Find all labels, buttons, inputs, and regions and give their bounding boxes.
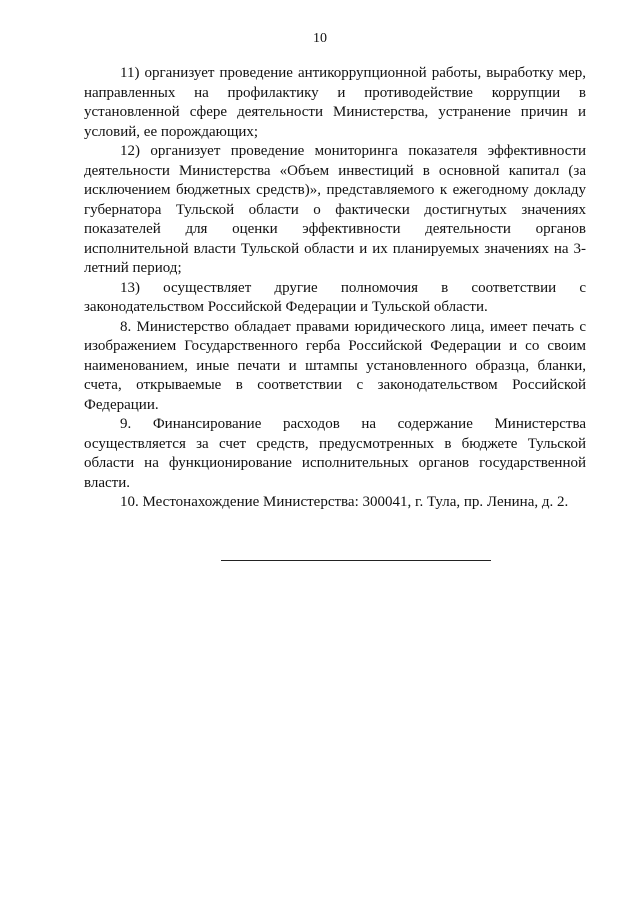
end-divider-line xyxy=(221,560,491,561)
document-body xyxy=(84,64,586,513)
page-number: 10 xyxy=(313,31,327,46)
paragraph-section-9: 9. Финансирование расходов на содержание Министерства осуществляется за счет средств, предусмотренных в бюджете Тульской области на функционирование исполнительных органов государственной власти. xyxy=(84,416,586,491)
paragraph-item-11: 11) организует проведение антикоррупционной работы, выработку мер, направленных на профилактику и противодействие коррупции в установленной сфере деятельности Министерства, устранение причин и условий, ее порождающих; xyxy=(84,65,586,140)
paragraph-section-10: 10. Местонахождение Министерства: 300041, г. Тула, пр. Ленина, д. 2. xyxy=(120,494,569,510)
paragraph-item-13: 13) осуществляет другие полномочия в соответствии с законодательством Российской Федерации и Тульской области. xyxy=(84,279,586,315)
paragraph-item-12: 12) организует проведение мониторинга показателя эффективности деятельности Министерства «Объем инвестиций в основной капитал (за исключением бюджетных средств)», представляемого к ежегодному докладу губернатора Тульской области о фактически достигнутых значениях показателей для оценки эффективности деятельности органов исполнительной власти Тульской области и их планируемых значениях на 3-летний период; xyxy=(84,143,586,276)
paragraph-section-8: 8. Министерство обладает правами юридического лица, имеет печать с изображением Государственного герба Российской Федерации и со своим наименованием, иные печати и штампы установленного образца, бланки, счета, открываемые в соответствии с законодательством Российской Федерации. xyxy=(84,318,586,413)
